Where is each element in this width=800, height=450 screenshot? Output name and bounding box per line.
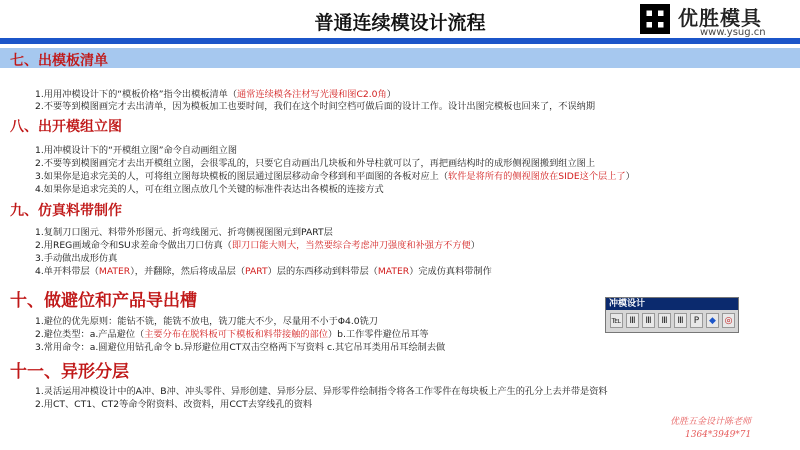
section-10-title: 十、做避位和产品导出槽 [10,291,197,311]
section-11-line-1: 1.灵活运用冲模设计中的A冲、B冲、冲头零件、异形创建、异形分层、异形零件绘制指令将各工作零件在每块板上产生的孔分上去并带是资料 [35,386,608,397]
section-8-line-4: 4.如果你是追求完美的人，可在组立图点放几个关键的标准件表达出各模板的连接方式 [35,184,384,195]
section-10-line-2: 2.避位类型：a.产品避位（主要分布在脱料板可下模板和料带接触的部位）b.工作零件避位吊耳等 [35,329,429,340]
header-divider [0,38,800,44]
section-8-line-2: 2.不要等到模图画完才去出开模组立图，会很零乱的，只要它自动画出几块板和外导柱就可以了，再把画结构时的成形侧视图搬到组立图上 [35,158,596,169]
brand-logo: 优胜模具 [678,6,762,30]
toolbar-icons [610,313,735,328]
section-11-title: 十一、异形分层 [10,362,129,382]
section-8-title: 八、出开模组立图 [10,119,122,135]
pin-icon[interactable]: P [690,313,703,328]
punch-part-icon[interactable]: Ⅲ [642,313,655,328]
punch-b-icon[interactable]: Ⅲ [626,313,639,328]
page-title: 普通连续模设计流程 [314,12,486,34]
section-9-line-4: 4.单开料带层（MATER），并翻除，然后将成品层（PART）层的东西移动到料带层（MATER）完成仿真料带制作 [35,266,492,277]
brand-url: www.ysug.cn [700,27,766,38]
section-8-line-1: 1.用冲模设计下的“开模组立图”命令自动画组立图 [35,145,238,156]
section-10-line-3: 3.常用命令：a.圆避位用钻孔命令 b.异形避位用CT双击空格两下写资料 c.其它吊耳类用吊耳绘制去做 [35,342,446,353]
strip-icon[interactable]: ◆ [706,313,719,328]
section-11-line-2: 2.用CT、CT1、CT2等命令附资料、改资料，用CCT去穿线孔的资料 [35,399,313,410]
section-9-line-3: 3.手动做出成形仿真 [35,253,118,264]
section-10-line-1: 1.避位的优先原则：能钻不铣，能铣不放电，铣刀能大不少，尽量用不小于Φ4.0铣刀 [35,316,378,327]
section-7-header-band [0,48,800,68]
qr-code-icon [640,4,670,34]
section-9-line-1: 1.复制刀口图元、料带外形图元、折弯线图元、折弯侧视图图元到PART层 [35,227,333,238]
signature-phone: 1364*3949*71 [685,430,752,440]
punch-design-toolbar [605,297,739,333]
punch-a-icon[interactable]: ℡ [610,313,623,328]
toolbar-title: 冲模设计 [606,298,738,310]
shape-create-icon[interactable]: Ⅲ [658,313,671,328]
extra-icon[interactable]: ◎ [722,313,735,328]
section-7-line-2: 2.不要等到模图画完才去出清单，因为模板加工也要时间，我们在这个时间空档可做后面的设计工作。设计出图完模板也回来了，不误纳期 [35,101,596,112]
shape-layer-icon[interactable]: Ⅲ [674,313,687,328]
signature: 优胜五金设计陈老师 [670,417,752,427]
section-7-line-1: 1.用用冲模设计下的“模板价格”指令出模板清单（通常连续模各注材写光漫和图C2.0角） [35,89,396,100]
section-7-title: 七、出模板清单 [10,53,108,69]
section-9-title: 九、仿真料带制作 [10,203,122,219]
section-8-line-3: 3.如果你是追求完美的人，可将组立图每块模板的图层通过图层移动命令移到和平面图的各板对应上（软件是将所有的侧视图放在SIDE这个层上了） [35,171,635,182]
section-9-line-2: 2.用REG画域命令和SU求差命令做出刀口仿真（即刀口能大则大，当然要综合考虑冲刀强度和补强方不方便） [35,240,480,251]
